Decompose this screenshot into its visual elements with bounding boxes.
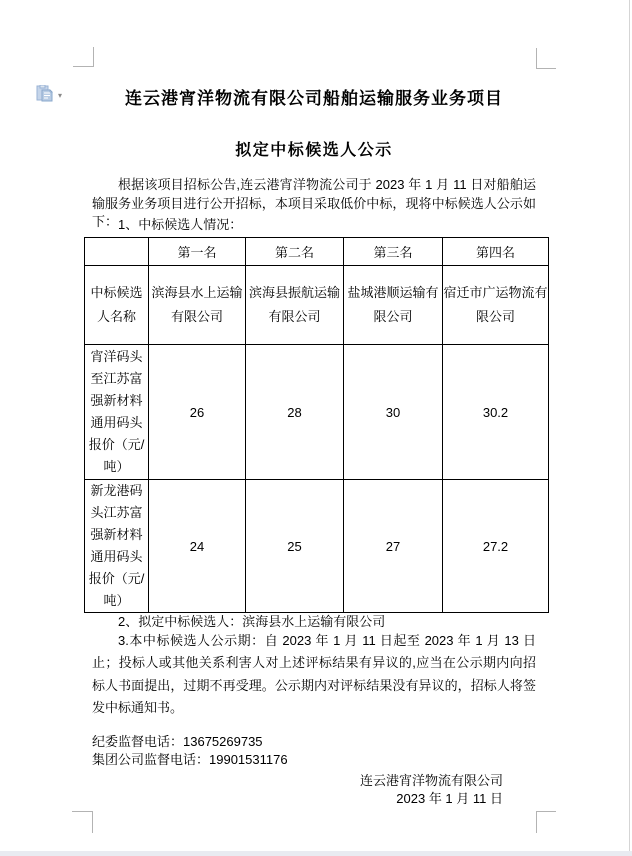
header-cell-rank4: 第四名: [443, 238, 549, 266]
chevron-down-icon[interactable]: ▾: [58, 91, 63, 100]
supervision-phone-discipline: 纪委监督电话：13675269735: [92, 734, 263, 749]
candidate-4: 宿迁市广运物流有限公司: [443, 266, 549, 345]
candidate-2: 滨海县振航运输有限公司: [246, 266, 344, 345]
paste-options-icon[interactable]: [36, 85, 53, 107]
price-xiaoyang-1: 26: [149, 345, 246, 480]
paste-options-button[interactable]: [36, 85, 62, 107]
header-cell-rank2: 第二名: [246, 238, 344, 266]
header-cell-empty: [85, 238, 149, 266]
page-subtitle: 拟定中标候选人公示: [235, 142, 393, 159]
row-label-price-xinlonggang: 新龙港码头江苏富强新材料通用码头报价（元/吨）: [85, 480, 149, 613]
section3-text: 3.本中标候选人公示期：自 2023 年 1 月 11 日起至 2023 年 1 月 13 日止；投标人或其他关系利害人对上述评标结果有异议的,应当在公示期内向招标人书面提出，过期不再受理。公示期内对评标结果没有异议的，招标人将签发中标通知书。: [92, 633, 536, 715]
page-title: 连云港宵洋物流有限公司船舶运输服务业务项目: [125, 89, 503, 108]
table-row-candidate-names: [85, 266, 549, 345]
crop-mark-top-left: [73, 47, 94, 67]
signature-company: 连云港宵洋物流有限公司: [359, 773, 503, 788]
header-cell-rank3: 第三名: [344, 238, 443, 266]
price-xiaoyang-2: 28: [246, 345, 344, 480]
row-label-price-xiaoyang: 宵洋码头至江苏富强新材料通用码头报价（元/吨）: [85, 345, 149, 480]
candidates-table: [84, 237, 549, 613]
price-xinlonggang-3: 27: [344, 480, 443, 613]
signature-date: 2023 年 1 月 11 日: [396, 791, 503, 806]
page-bottom-gap: [0, 851, 632, 856]
table-header-row: [85, 238, 549, 266]
supervision-phone-group: 集团公司监督电话：19901531176: [92, 752, 288, 767]
header-cell-rank1: 第一名: [149, 238, 246, 266]
section1-label: 1、中标候选人情况：: [118, 217, 243, 232]
crop-mark-bottom-right: [536, 811, 556, 833]
crop-mark-bottom-left: [72, 811, 93, 833]
price-xinlonggang-4: 27.2: [443, 480, 549, 613]
price-xinlonggang-1: 24: [149, 480, 246, 613]
candidate-3: 盐城港顺运输有限公司: [344, 266, 443, 345]
table-row-price-xinlonggang: [85, 480, 549, 613]
row-label-candidate-names: 中标候选人名称: [85, 266, 149, 345]
page-edge-divider: [629, 0, 630, 851]
intro-paragraph: 根据该项目招标公告,连云港宵洋物流公司于 2023 年 1 月 11 日对船舶运输服务业务项目进行公开招标，本项目采取低价中标，现将中标候选人公示如下：: [92, 177, 536, 229]
section2-text: 2、拟定中标候选人：滨海县水上运输有限公司: [118, 614, 386, 629]
price-xiaoyang-3: 30: [344, 345, 443, 480]
price-xiaoyang-4: 30.2: [443, 345, 549, 480]
candidate-1: 滨海县水上运输有限公司: [149, 266, 246, 345]
crop-mark-top-right: [536, 48, 556, 69]
table-row-price-xiaoyang: [85, 345, 549, 480]
price-xinlonggang-2: 25: [246, 480, 344, 613]
